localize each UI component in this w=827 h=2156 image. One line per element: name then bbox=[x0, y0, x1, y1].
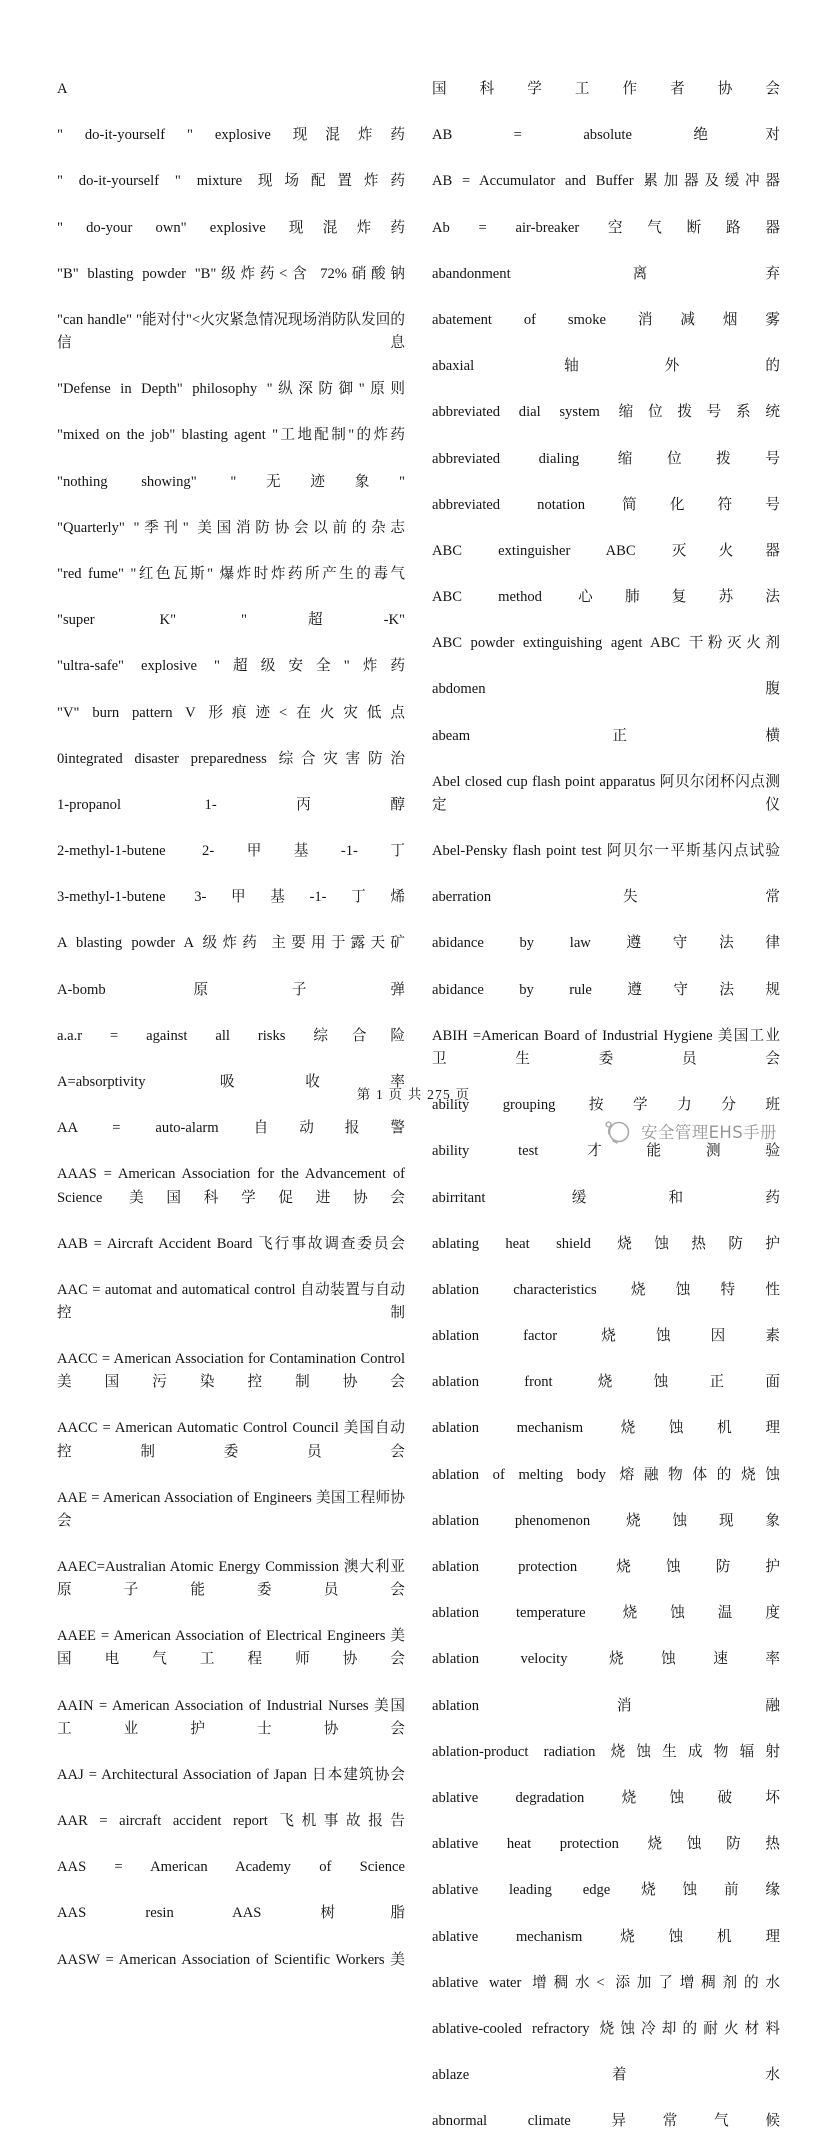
glossary-entry: ABIH =American Board of Industrial Hygiene 美国工业卫生委员会 bbox=[432, 1027, 780, 1067]
glossary-entry: a.a.r = against all risks 综合险 bbox=[57, 1027, 405, 1044]
glossary-entry: ablative heat protection 烧蚀防热 bbox=[432, 1836, 780, 1853]
glossary-entry: ablation 消融 bbox=[432, 1697, 780, 1714]
glossary-entry: abidance by law 遵守法律 bbox=[432, 935, 780, 952]
glossary-entry: abaxial 轴外的 bbox=[432, 358, 780, 375]
glossary-entry: AAEC=Australian Atomic Energy Commission 澳大利亚原子能委员会 bbox=[57, 1559, 405, 1599]
glossary-entry: ablation phenomenon 烧蚀现象 bbox=[432, 1512, 780, 1529]
glossary-entry: AAR = aircraft accident report 飞机事故报告 bbox=[57, 1813, 405, 1830]
glossary-entry: "can handle" "能对付"<火灾紧急情况现场消防队发回的信息 bbox=[57, 311, 405, 352]
glossary-entry: Abel-Pensky flash point test 阿贝尔一平斯基闪点试验 bbox=[432, 843, 780, 860]
glossary-entry: AASW = American Association of Scientific Workers 美 bbox=[57, 1951, 405, 1968]
glossary-entry: "mixed on the job" blasting agent "工地配制"的炸药 bbox=[57, 427, 405, 444]
glossary-entry: AAS = American Academy of Science bbox=[57, 1859, 405, 1876]
glossary-entry: "ultra-safe" explosive "超级安全"炸药 bbox=[57, 658, 405, 675]
glossary-entry: "Quarterly" "季刊" 美国消防协会以前的杂志 bbox=[57, 519, 405, 536]
glossary-entry: A-bomb 原子弹 bbox=[57, 981, 405, 998]
glossary-entry: abdomen 腹 bbox=[432, 681, 780, 698]
glossary-entry: ablation front 烧蚀正面 bbox=[432, 1374, 780, 1391]
glossary-entry: " do-it-yourself " mixture 现场配置炸药 bbox=[57, 173, 405, 190]
glossary-entry: ablation-product radiation 烧蚀生成物辐射 bbox=[432, 1743, 780, 1760]
glossary-entry: "nothing showing" "无迹象" bbox=[57, 473, 405, 490]
glossary-entry: 3-methyl-1-butene 3-甲基-1-丁烯 bbox=[57, 889, 405, 906]
page-number-label: 第 1 页 共 275 页 bbox=[356, 1087, 471, 1102]
glossary-entry: ability grouping 按学力分班 bbox=[432, 1097, 780, 1114]
glossary-entry: "red fume" "红色瓦斯" 爆炸时炸药所产生的毒气 bbox=[57, 565, 405, 582]
glossary-entry: ablative-cooled refractory 烧蚀冷却的耐火材料 bbox=[432, 2020, 780, 2037]
glossary-entry: AAC = automat and automatical control 自动装置与自动控制 bbox=[57, 1281, 405, 1321]
glossary-entry: "V" burn pattern V 形痕迹<在火灾低点 bbox=[57, 704, 405, 721]
glossary-entry: AAJ = Architectural Association of Japan 日本建筑协会 bbox=[57, 1766, 405, 1783]
glossary-entry: abatement of smoke 消减烟雾 bbox=[432, 311, 780, 328]
glossary-entry: ABC method 心肺复苏法 bbox=[432, 589, 780, 606]
glossary-entry: ability test 才能测验 bbox=[432, 1143, 780, 1160]
glossary-entry: abandonment 离弃 bbox=[432, 265, 780, 282]
glossary-entry: abbreviated dialing 缩位拨号 bbox=[432, 450, 780, 467]
glossary-entry: ablation factor 烧蚀因素 bbox=[432, 1328, 780, 1345]
glossary-entry: ablation velocity 烧蚀速率 bbox=[432, 1651, 780, 1668]
glossary-entry: ablation of melting body 熔融物体的烧蚀 bbox=[432, 1466, 780, 1483]
glossary-entry: abidance by rule 遵守法规 bbox=[432, 981, 780, 998]
glossary-entry: ablative degradation 烧蚀破坏 bbox=[432, 1789, 780, 1806]
glossary-entry: ABC extinguisher ABC 灭火器 bbox=[432, 542, 780, 559]
glossary-entry: A=absorptivity 吸收率 bbox=[57, 1074, 405, 1091]
glossary-entry: AACC = American Association for Contamination Control 美国污染控制协会 bbox=[57, 1351, 405, 1391]
glossary-entry: abbreviated notation 简化符号 bbox=[432, 496, 780, 513]
page-footer bbox=[0, 1083, 827, 1103]
glossary-entry: AAEE = American Association of Electrical Engineers 美国电气工程师协会 bbox=[57, 1628, 405, 1668]
circle-logo-icon bbox=[600, 1114, 634, 1148]
glossary-entry: AAS resin AAS 树脂 bbox=[57, 1905, 405, 1922]
glossary-entry: Abel closed cup flash point apparatus 阿贝尔闭杯闪点测定仪 bbox=[432, 773, 780, 813]
glossary-entry: ABC powder extinguishing agent ABC 干粉灭火剂 bbox=[432, 635, 780, 652]
glossary-entry: AACC = American Automatic Control Council 美国自动控制委员会 bbox=[57, 1420, 405, 1460]
glossary-entry: AAAS = American Association for the Advancement of Science 美国科学促进协会 bbox=[57, 1166, 405, 1206]
glossary-entry: ablation temperature 烧蚀温度 bbox=[432, 1605, 780, 1622]
glossary-entry: A bbox=[57, 81, 68, 97]
glossary-entry: ablation mechanism 烧蚀机理 bbox=[432, 1420, 780, 1437]
glossary-entry: abirritant 缓和药 bbox=[432, 1189, 780, 1206]
glossary-entry: ablation characteristics 烧蚀特性 bbox=[432, 1281, 780, 1298]
glossary-entry: 2-methyl-1-butene 2-甲基-1-丁 bbox=[57, 843, 405, 860]
glossary-entry: ablation protection 烧蚀防护 bbox=[432, 1559, 780, 1575]
glossary-entry: "Defense in Depth" philosophy "纵深防御"原则 bbox=[57, 381, 405, 398]
glossary-entry: abeam 正横 bbox=[432, 727, 780, 744]
glossary-entry: " do-it-yourself " explosive 现混炸药 bbox=[57, 127, 405, 144]
glossary-entry: 国科学工作者协会 bbox=[432, 81, 780, 97]
glossary-entry: AB = absolute 绝对 bbox=[432, 127, 780, 144]
glossary-entry: " do-your own" explosive 现混炸药 bbox=[57, 219, 405, 236]
glossary-entry: 0integrated disaster preparedness 综合灾害防治 bbox=[57, 750, 405, 767]
glossary-entry: AB = Accumulator and Buffer 累加器及缓冲器 bbox=[432, 173, 780, 190]
glossary-entry: AAIN = American Association of Industrial Nurses 美国工业护士协会 bbox=[57, 1697, 405, 1737]
glossary-entry: AA = auto-alarm 自动报警 bbox=[57, 1120, 405, 1137]
glossary-entry: "super K" "超-K" bbox=[57, 612, 405, 629]
glossary-entry: aberration 失常 bbox=[432, 889, 780, 906]
glossary-entry: A blasting powder A 级炸药 主要用于露天矿 bbox=[57, 935, 405, 952]
glossary-entry: AAE = American Association of Engineers 美国工程师协会 bbox=[57, 1489, 405, 1529]
glossary-entry: abnormal climate 异常气候 bbox=[432, 2113, 780, 2130]
glossary-entry: abbreviated dial system 缩位拨号系统 bbox=[432, 404, 780, 421]
glossary-entry: Ab = air-breaker 空气断路器 bbox=[432, 219, 780, 236]
glossary-entry: ablative mechanism 烧蚀机理 bbox=[432, 1928, 780, 1945]
glossary-entry: ablating heat shield 烧蚀热防护 bbox=[432, 1235, 780, 1252]
watermark bbox=[600, 1108, 815, 1154]
left-column bbox=[57, 78, 405, 2156]
glossary-entry: ablaze 着水 bbox=[432, 2067, 780, 2084]
watermark-text: 安全管理EHS手册 bbox=[641, 1123, 777, 1142]
glossary-entry: ablative water 增稠水< 添加了增稠剂的水 bbox=[432, 1974, 780, 1991]
glossary-entry: 1-propanol 1-丙醇 bbox=[57, 796, 405, 813]
glossary-entry: "B" blasting powder "B"级炸药<含 72%硝酸钠 bbox=[57, 265, 405, 282]
glossary-entry: AAB = Aircraft Accident Board 飞行事故调查委员会 bbox=[57, 1235, 405, 1252]
glossary-entry: ablative leading edge 烧蚀前缘 bbox=[432, 1882, 780, 1899]
